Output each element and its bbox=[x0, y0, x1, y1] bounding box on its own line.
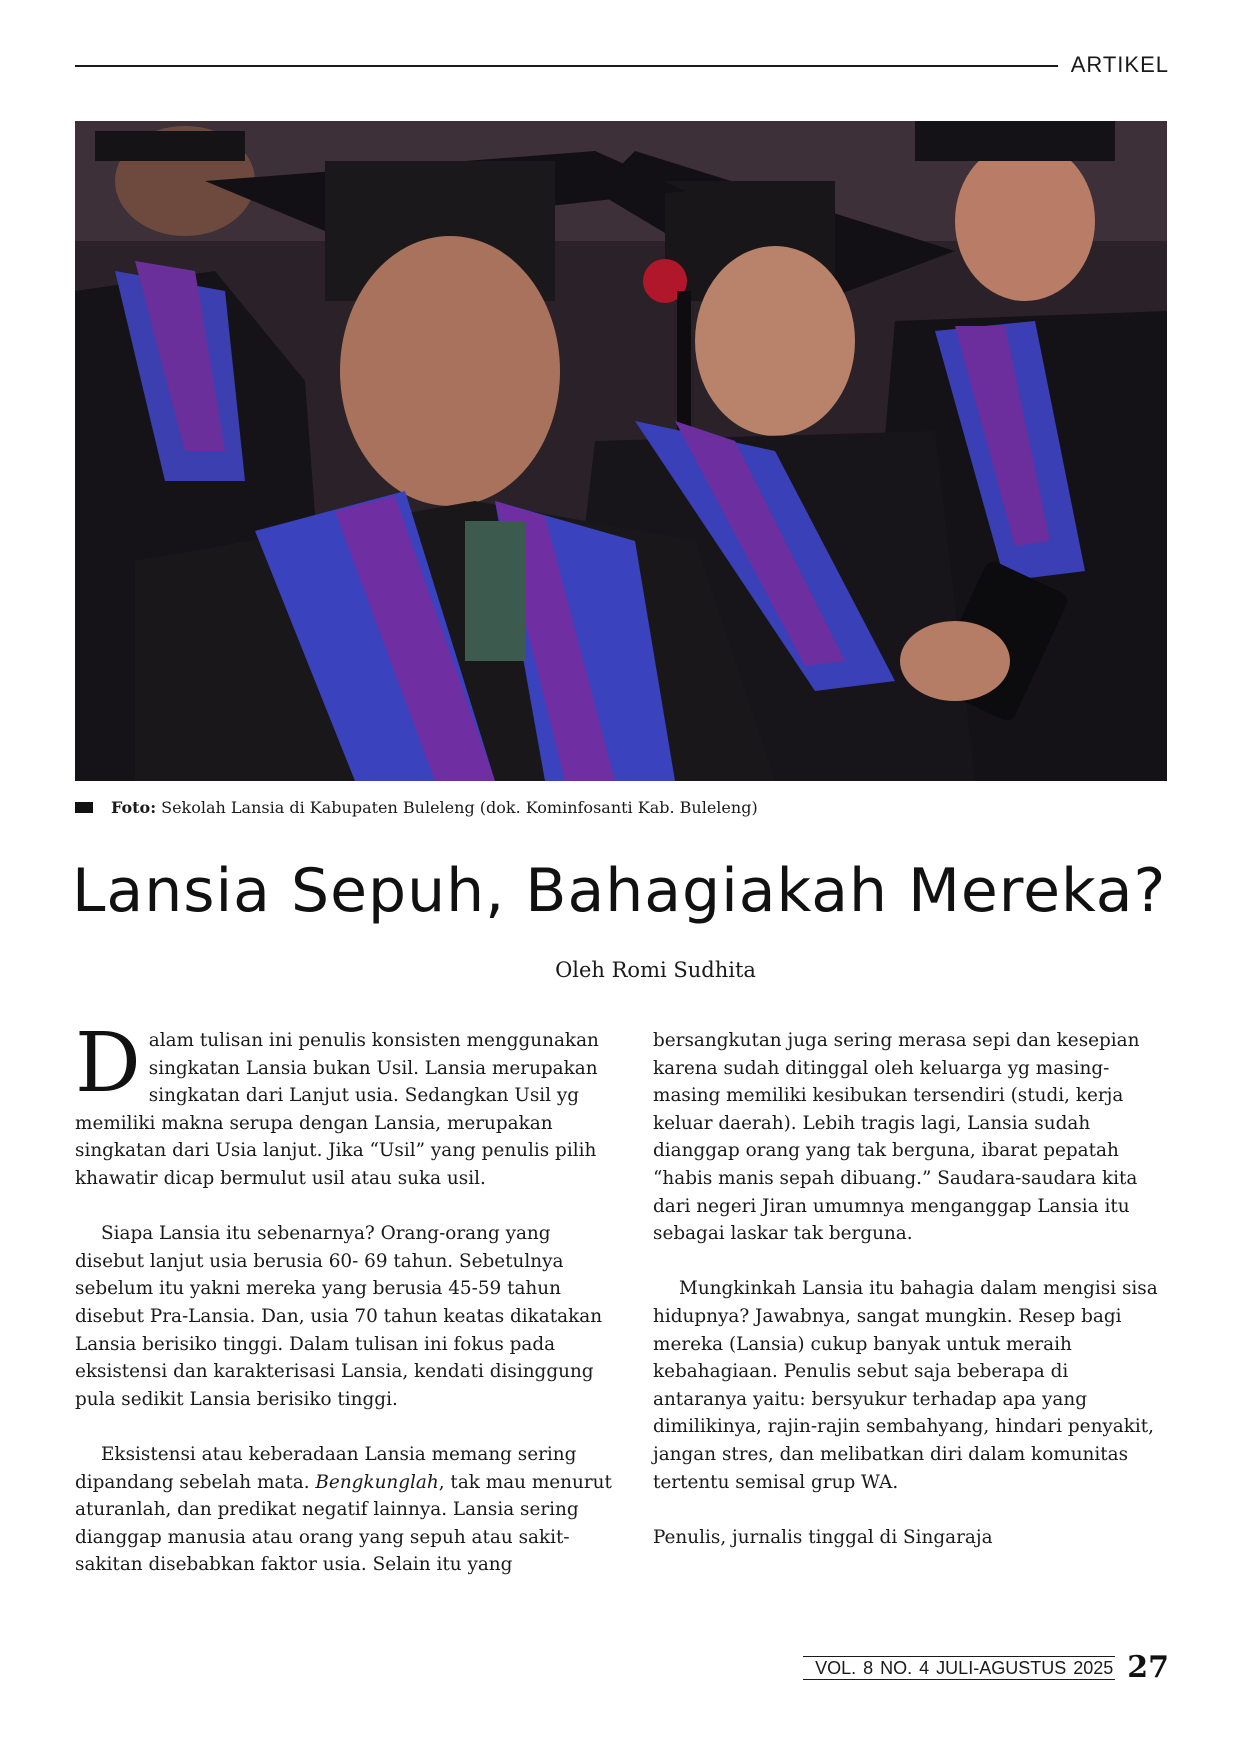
article-byline: Oleh Romi Sudhita bbox=[555, 958, 756, 982]
author-note: Penulis, jurnalis tinggal di Singaraja bbox=[653, 1526, 993, 1548]
paragraph: Siapa Lansia itu sebenarnya? Orang-orang yang disebut lanjut usia berusia 60- 69 tahun. Sebetulnya sebelum itu yakni mereka yang berusia 45-59 tahun disebut Pra-Lansia. Dan, usia 70 tahun keatas dikatakan Lansia berisiko tinggi. Dalam tulisan ini fokus pada eksistensi dan karakterisasi Lansia, kendati disinggung pula sedikit Lansia berisiko tinggi. bbox=[75, 1223, 603, 1410]
photo-caption bbox=[75, 798, 758, 817]
paragraph-text: alam tulisan ini penulis konsisten menggunakan singkatan Lansia bukan Usil. Lansia merupakan singkatan dari Lanjut usia. Sedangkan Usil yg memiliki makna serupa dengan Lansia, merupakan singkatan dari Usia lanjut. Jika “Usil” yang penulis pilih khawatir dicap bermulut usil atau suka usil. bbox=[75, 1030, 599, 1189]
left-column bbox=[75, 1016, 615, 1606]
paragraph: bersangkutan juga sering merasa sepi dan kesepian karena sudah ditinggal oleh keluarga yg masing-masing memiliki kesibukan tersendiri (studi, kerja keluar daerah). Lebih tragis lagi, Lansia sudah dianggap orang yang tak berguna, ibarat pepatah “habis manis sepah dibuang.” Saudara-saudara kita dari negeri Jiran umumnya menganggap Lansia itu sebagai laskar tak berguna. bbox=[653, 1030, 1140, 1245]
paragraph-text: Eksistensi atau keberadaan Lansia memang sering dipandang sebelah mata. bbox=[75, 1443, 577, 1493]
italic-term: Bengkunglah bbox=[315, 1471, 439, 1493]
right-column bbox=[653, 1027, 1163, 1579]
article-photo bbox=[75, 121, 1167, 781]
paragraph: Mungkinkah Lansia itu bahagia dalam mengisi sisa hidupnya? Jawabnya, sangat mungkin. Resep bagi mereka (Lansia) cukup banyak untuk meraih kebahagiaan. Penulis sebut saja beberapa di antaranya yaitu: bersyukur terhadap apa yang dimilikinya, rajin-rajin sembahyang, hindari penyakit, jangan stres, dan melibatkan diri dalam komunitas tertentu semisal grup WA. bbox=[653, 1278, 1158, 1493]
section-label: ARTIKEL bbox=[1070, 52, 1169, 77]
caption-label: Foto: bbox=[111, 798, 157, 817]
caption-text: Sekolah Lansia di Kabupaten Buleleng (dok. Kominfosanti Kab. Buleleng) bbox=[161, 798, 758, 817]
photo-illustration bbox=[75, 121, 1167, 781]
article-title: Lansia Sepuh, Bahagiakah Mereka? bbox=[72, 856, 1167, 926]
header-rule bbox=[75, 65, 1058, 67]
drop-cap: D bbox=[75, 1016, 141, 1111]
page-footer bbox=[803, 1650, 1169, 1685]
page-number: 27 bbox=[1127, 1650, 1169, 1685]
issue-info: VOL. 8 NO. 4 JULI-AGUSTUS 2025 bbox=[803, 1656, 1115, 1680]
caption-marker bbox=[75, 802, 93, 813]
paragraph-text: , tak mau menurut aturanlah, dan predikat negatif lainnya. Lansia sering dianggap manusia atau orang yang sepuh atau sakit-sakitan disebabkan faktor usia. Selain itu yang bbox=[75, 1471, 612, 1576]
paragraph bbox=[75, 1441, 615, 1579]
paragraph bbox=[75, 1016, 615, 1193]
